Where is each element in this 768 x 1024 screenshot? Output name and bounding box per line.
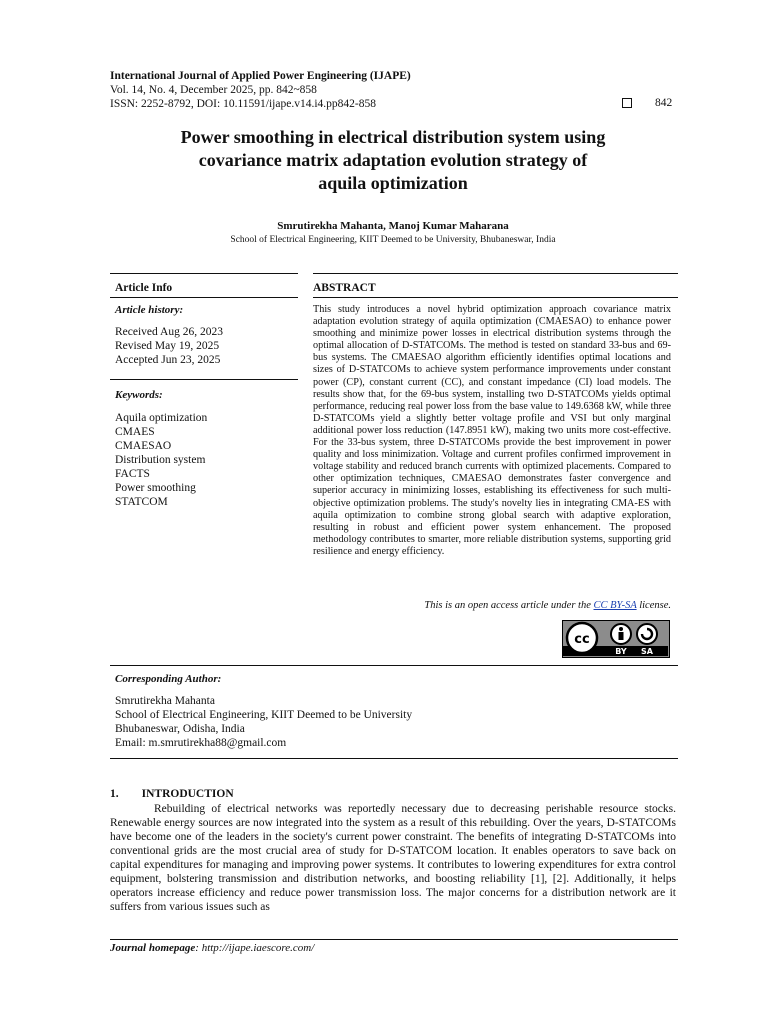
corresponding-email: Email: m.smrutirekha88@gmail.com [115,737,287,749]
history-accepted: Accepted Jun 23, 2025 [115,354,221,366]
keyword-item: Aquila optimization [115,412,208,424]
keywords-heading: Keywords: [115,389,163,401]
by-label: BY [615,647,627,656]
affiliation: School of Electrical Engineering, KIIT Deemed to be University, Bhubaneswar, India [230,235,556,245]
introduction-text [110,802,676,914]
journal-name: International Journal of Applied Power Engineering (IJAPE) [110,70,411,82]
by-person-head [619,627,623,631]
article-info-heading: Article Info [115,282,173,294]
cc-by-sa-link[interactable]: CC BY-SA [593,600,637,611]
corresponding-name: Smrutirekha Mahanta [115,695,215,707]
corresponding-bottom-rule [110,758,678,759]
license-suffix: license. [636,600,671,611]
journal-homepage: Journal homepage: http://ijape.iaescore.com/ [110,942,315,954]
keyword-item: STATCOM [115,496,168,508]
cc-badge-graphic [563,621,668,656]
history-received: Received Aug 26, 2023 [115,326,223,338]
introduction-paragraph: Rebuilding of electrical networks was reportedly necessary due to decreasing perishable resource stocks. Renewable energy sources are now integrated into the system as a result of this rebuilding. Over the years, D-STATCOMs have become one of the leaders in the society's current power constraint. The benefits of integrating D-STATCOMs into conventional grids are the most crucial area of study for D-STATCOM location. It enables operators to save back on capital expenditures for managing and improving power systems. It contributes to lowering expenditures for extra control equipment, bolstering transmission and distribution networks, and boosting reliability [1], [2]. Additionally, it helps operators increase efficiency and reduce power transmission loss. The major concerns for a distribution network are it suffers from various issues such as [110,803,676,913]
title-line: aquila optimization [318,173,468,193]
footer-rule [110,939,678,940]
sa-share-icon [637,624,657,644]
history-revised: Revised May 19, 2025 [115,340,220,352]
keyword-item: Distribution system [115,454,206,466]
square-icon [622,98,632,108]
abstract-rule [313,297,678,298]
keyword-item: FACTS [115,468,150,480]
keyword-item: Power smoothing [115,482,196,494]
homepage-label: Journal homepage [110,942,196,954]
cc-icon-text: cc [574,632,590,647]
keywords-rule [110,379,298,380]
homepage-url[interactable]: http://ijape.iaescore.com/ [201,942,315,954]
abstract-text: This study introduces a novel hybrid optimization approach covariance matrix adaptation evolution strategy of aquila optimization (CMAESAO) to enhance power smoothing and minimize power losses in electrical distribution systems through the optimal allocation of D-STATCOMs. The method is tested on standard 33-bus and 69-bus systems. The CMAESAO algorithm efficiently identifies optimal locations and sizes of D-STATCOMs to achieve system performance improvements under constant power (CP), constant current (CC), and constant impedance (CI) load models. The results show that, for the 69-bus system, installing two D-STATCOMs yields optimal performance, reducing real power loss from the base value to 149.6368 kW, while three D-STATCOMs yield a slightly better voltage profile and VSI but only marginal additional power loss reduction (147.8951 kW), making two units more cost-effective. For the 33-bus system, three D-STATCOMs provide the best improvement in power quality and loss minimization. Voltage and current profiles confirmed improvement in voltage stability and reduced branch currents with optimized placements. Compared to other optimization techniques, CMAESAO demonstrates faster convergence and superior accuracy in minimizing losses, establishing its effectiveness for such multi-objective optimization problems. The study's novelty lies in integrating CMA-ES with aquila optimization to combine strong global search with adaptive exploration, resulting in robust and efficient power system enhancement. The proposed methodology contributes to smarter, more reliable distribution systems, supporting grid resilience and energy efficiency. [313,304,671,557]
corresponding-location: Bhubaneswar, Odisha, India [115,723,245,735]
abstract-heading: ABSTRACT [313,282,376,294]
page-number: 842 [655,97,673,109]
title-line: Power smoothing in electrical distribution system using [180,127,606,147]
journal-volume: Vol. 14, No. 4, December 2025, pp. 842~858 [110,84,317,96]
corresponding-heading: Corresponding Author: [115,673,222,685]
abstract-top-rule [313,273,678,274]
article-info-rule [110,297,298,298]
keyword-item: CMAES [115,426,155,438]
article-history-heading: Article history: [115,304,184,316]
article-info-top-rule [110,273,298,274]
corresponding-school: School of Electrical Engineering, KIIT Deemed to be University [115,709,413,721]
corresponding-top-rule [110,665,678,666]
journal-issn: ISSN: 2252-8792, DOI: 10.11591/ijape.v14.i4.pp842-858 [110,98,376,110]
authors: Smrutirekha Mahanta, Manoj Kumar Maharana [277,220,509,232]
paper-title [110,126,676,195]
title-line: covariance matrix adaptation evolution strategy of [198,150,588,170]
license-prefix: This is an open access article under the [424,600,594,611]
introduction-heading: 1. INTRODUCTION [110,788,234,800]
keyword-item: CMAESAO [115,440,172,452]
open-access-notice [313,600,671,611]
by-person-body [619,632,624,640]
cc-license-badge[interactable] [562,620,670,658]
sa-label: SA [641,647,653,656]
